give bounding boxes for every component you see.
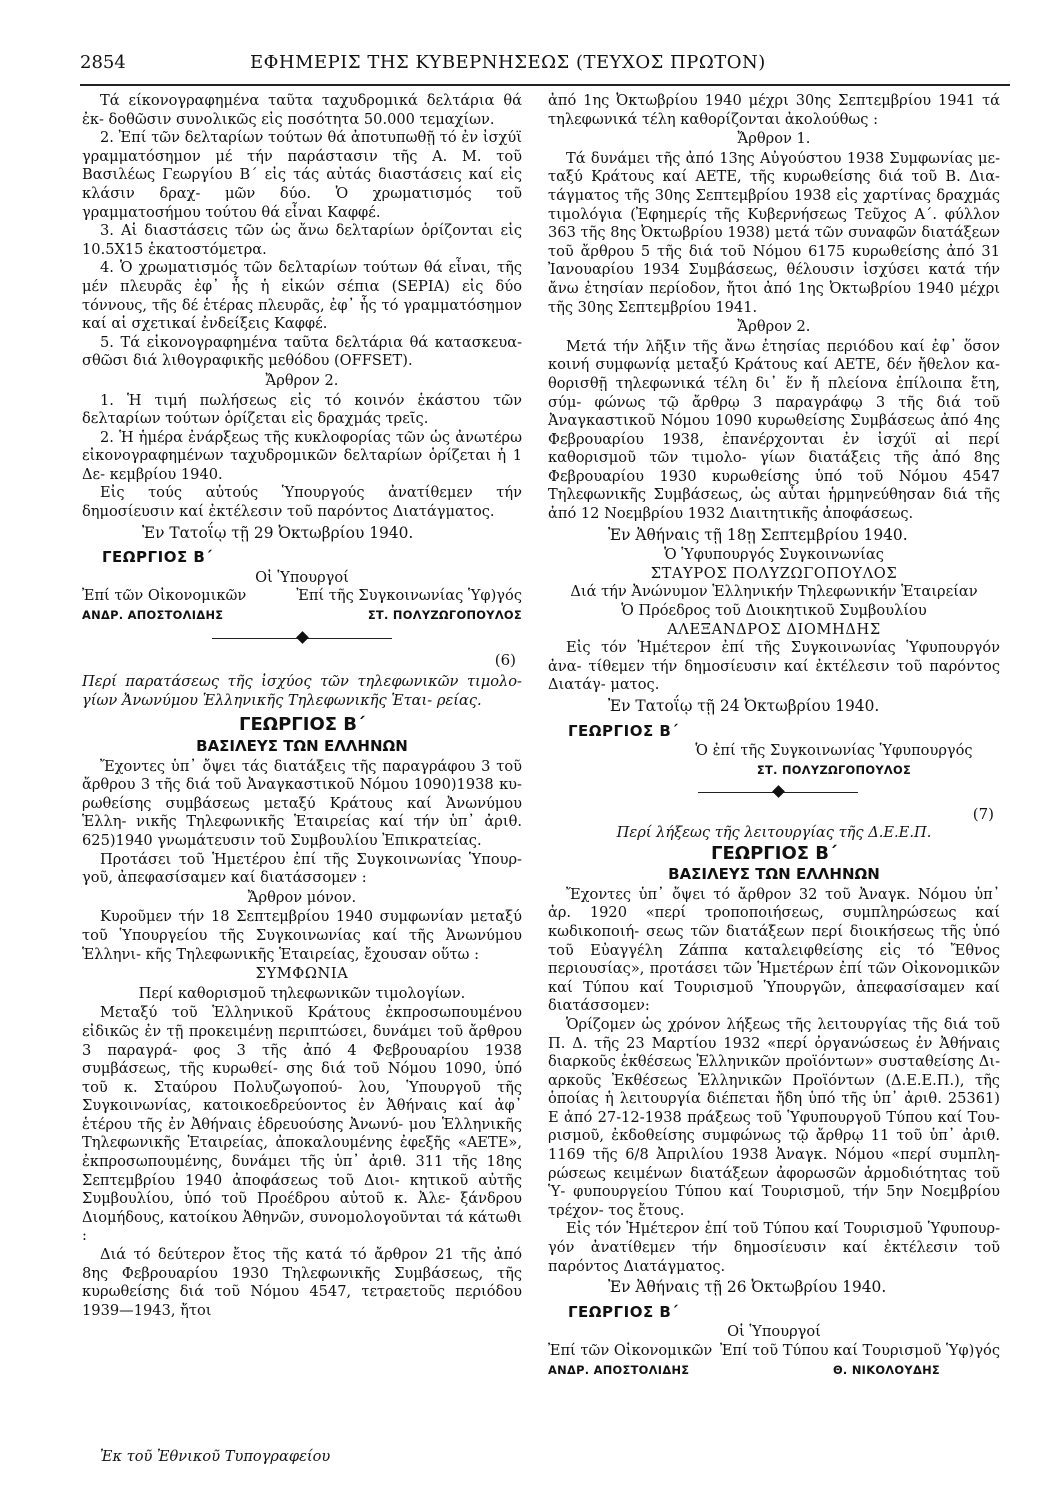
decree-title: Περί παρατάσεως τῆς ἰσχύος τῶν τηλεφωνικῶν τιμολο- γίων Ἀνωνύμου Ἑλληνικῆς Τηλεφωνικῆς Ἑται- ρείας.	[82, 673, 522, 709]
paragraph: Προτάσει τοῦ Ἡμετέρου ἐπί τῆς Συγκοινωνίας Ὑπουρ- γοῦ, ἀπεφασίσαμεν καί διατάσσομεν :	[82, 850, 522, 887]
paragraph: Εἰς τούς αὐτούς Ὑπουργούς ἀνατίθεμεν τήν δημοσίευσιν καί ἐκτέλεσιν τοῦ παρόντος Διατάγματος.	[82, 484, 522, 521]
paragraph: 2. Ἐπί τῶν δελταρίων τούτων θά ἀποτυπωθῇ τό ἐν ἰσχύϊ γραμματόσημον μέ τήν παράστασιν τῆς Α. Μ. τοῦ Βασιλέως Γεωργίου Β΄ εἰς τάς αὐτάς διαστάσεις καί εἰς κλάσιν δραχ- μῶν δύο. Ὁ χρωματισμός τοῦ γραμματοσήμου τούτου θά εἶναι Καφφέ.	[82, 129, 522, 221]
minister-labels-row	[82, 587, 522, 606]
running-title: ΕΦΗΜΕΡΙΣ ΤΗΣ ΚΥΒΕΡΝΗΣΕΩΣ (ΤΕΥΧΟΣ ΠΡΩΤΟΝ)	[250, 52, 766, 73]
section-separator	[548, 785, 1000, 799]
article-heading: Ἄρθρον 2.	[265, 371, 339, 389]
paragraph: Τά είκονογραφημένα ταῦτα ταχυδρομικά δελτάρια θά ἐκ- δοθῶσιν συνολικῶς εἰς ποσότητα 50.000 τεμαχίων.	[82, 92, 522, 128]
vice-minister-label: Ὁ ἐπί τῆς Συγκοινωνίας Ὑφυπουργός	[695, 742, 973, 760]
company-line: Διά τήν Ἀνώνυμον Ἑλληνικήν Τηλεφωνικήν Ἑταιρείαν	[570, 583, 978, 601]
minister-names-row	[82, 606, 522, 625]
minister-finance-name: ΑΝΔΡ. ΑΠΟΣΤΟΛΙΔΗΣ	[82, 608, 224, 623]
vice-minister-name: ΣΤ. ΠΟΛΥΖΩΓΟΠΟΥΛΟΣ	[756, 762, 912, 777]
paragraph: Μετά τήν λῆξιν τῆς ἄνω ἐτησίας περιόδου καί ἐφ᾽ ὅσον κοινή συμφωνίᾳ μεταξύ Κράτους καί ΑΕΤΕ, δέν ἤθελον κα- θορισθῇ τηλεφωνικά τέλη δι᾽ ἕν ἤ πλείονα ἐπίλοιπα ἔτη, σύμ- φώνως τῷ ἄρθρῳ 3 παραγράφῳ 3 τῆς διά τοῦ Ἀναγκαστικοῦ Νόμου 1090 κυρωθείσης Συμβάσεως ἀπό 4ης Φεβρουαρίου 1938, ἐπανέρχονται ἐν ἰσχύϊ αἱ περί καθορισμοῦ τῶν τιμολο- γίων διατάξεις τῆς ἀπό 8ης Φεβρουαρίου 1930 κυρωθείσης ὑπό τοῦ Νόμου 4547 Τηλεφωνικῆς Συμβάσεως, ὡς αὗται ἡρμηνεύθησαν διά τῆς ἀπό 12 Νοεμβρίου 1932 Διαιτητικῆς ἀποφάσεως.	[548, 337, 1000, 523]
minister-labels-row	[548, 1342, 1000, 1361]
paragraph: 2. Ἡ ἡμέρα ἐνάρξεως τῆς κυκλοφορίας τῶν ὡς ἀνωτέρω εἰκονογραφημένων ταχυδρομικῶν δελταρίων ὁρίζεται ἡ 1 Δε- κεμβρίου 1940.	[82, 428, 522, 483]
article-heading: Ἄρθρον 1.	[737, 130, 811, 148]
header-divider	[80, 84, 1010, 86]
paragraph: Εἰς τόν Ἡμέτερον ἐπί τοῦ Τύπου καί Τουρισμοῦ Ὑφυπουρ- γόν ἀνατίθεμεν τήν δημοσίευσιν καί ἐκτέλεσιν τοῦ παρόντος Διατάγματος.	[548, 1220, 1000, 1275]
minister-finance-name: ΑΝΔΡ. ΑΠΟΣΤΟΛΙΔΗΣ	[548, 1362, 690, 1377]
decree-king-title: ΒΑΣΙΛΕΥΣ ΤΩΝ ΕΛΛΗΝΩΝ	[668, 865, 880, 884]
signatory-name: ΣΤΑΥΡΟΣ ΠΟΛΥΖΩΓΟΠΟΥΛΟΣ	[650, 564, 898, 582]
minister-names-row	[548, 1361, 1000, 1380]
paragraph: Εἰς τόν Ἡμέτερον ἐπί τῆς Συγκοινωνίας Ὑφυπουργόν ἀνα- τίθεμεν τήν δημοσίευσιν καί ἐκτέλεσιν τοῦ παρόντος Διατάγ- ματος.	[548, 639, 1000, 694]
agreement-subheading: Περί καθορισμοῦ τηλεφωνικῶν τιμολογίων.	[138, 984, 466, 1002]
paragraph: ἀπό 1ης Ὀκτωβρίου 1940 μέχρι 30ης Σεπτεμβρίου 1941 τά τηλεφωνικά τέλη καθορίζονται ἀκολούθως :	[548, 92, 1000, 128]
decree-number: (7)	[972, 805, 994, 824]
paragraph: 5. Τά εἰκονογραφημένα ταῦτα δελτάρια θά κατασκευα- σθῶσι διά λιθογραφικῆς μεθόδου (OFFSET).	[82, 333, 522, 370]
king-signature: ΓΕΩΡΓΙΟΣ Β΄	[568, 721, 679, 740]
page-number: 2854	[80, 52, 126, 73]
article-heading: Ἄρθρον μόνον.	[247, 888, 357, 906]
paragraph: Μεταξύ τοῦ Ἑλληνικοῦ Κράτους ἐκπροσωπουμένου εἰδικῶς ἐν τῇ προκειμένῃ περιπτώσει, δυνάμει τοῦ ἄρθρου 3 παραγρά- φος 3 τῆς ἀπό 4 Φεβρουαρίου 1938 συμβάσεως, τῆς κυρωθεί- σης διά τοῦ Νόμου 1090, ὑπό τοῦ κ. Σταύρου Πολυζωγοπού- λου, Ὑπουργοῦ τῆς Συγκοινωνίας, κατοικοεδρεύοντος ἐν Ἀθήναις καί ἀφ᾽ ἑτέρου τῆς ἐν Ἀθήναις ἑδρευούσης Ἀνωνύ- μου Ἑλληνικῆς Τηλεφωνικῆς Ἑταιρείας, ἀποκαλουμένης ἐφεξῆς «ΑΕΤΕ», ἐκπροσωπουμένης, δυνάμει τῆς ὑπ᾽ ἀριθ. 311 τῆς 18ης Σεπτεμβρίου 1940 ἀποφάσεως τοῦ Διοι- κητικοῦ αὐτῆς Συμβουλίου, ὑπό τοῦ Προέδρου αὐτοῦ κ. Ἀλε- ξάνδρου Διομήδους, κατοίκου Ἀθηνῶν, συνομολογοῦνται τά κάτωθι :	[82, 1004, 522, 1245]
minister-press-name: Θ. ΝΙΚΟΛΟΥΔΗΣ	[832, 1362, 940, 1377]
president-title: Ὁ Πρόεδρος τοῦ Διοικητικοῦ Συμβουλίου	[621, 602, 927, 620]
article-heading: Ἄρθρον 2.	[737, 318, 811, 336]
decree-king-name: ΓΕΩΡΓΙΟΣ Β΄	[711, 842, 837, 864]
paragraph: Κυροῦμεν τήν 18 Σεπτεμβρίου 1940 συμφωνίαν μεταξύ τοῦ Ὑπουργείου τῆς Συγκοινωνίας καί τῆς Ἀνωνύμου Ἑλληνι- κῆς Τηλεφωνικῆς Ἑταιρείας, ἔχουσαν οὕτω :	[82, 908, 522, 963]
paragraph: Διά τό δεύτερον ἔτος τῆς κατά τό ἄρθρον 21 τῆς ἀπό 8ης Φεβρουαρίου 1930 Τηλεφωνικῆς Συμβάσεως, τῆς κυρωθείσης διά τοῦ Νόμου 4547, τετραετοῦς περιόδου 1939—1943, ἤτοι	[82, 1246, 522, 1319]
right-column	[548, 92, 1000, 1379]
signatory-title: Ὁ Ὑφυπουργός Συγκοινωνίας	[664, 546, 884, 564]
decree-king-title: ΒΑΣΙΛΕΥΣ ΤΩΝ ΕΛΛΗΝΩΝ	[196, 737, 408, 755]
decree-date: Ἐν Τατοΐῳ τῇ 29 Ὀκτωβρίου 1940.	[142, 523, 414, 542]
section-separator	[82, 631, 522, 645]
printer-imprint: Ἐκ τοῦ Ἐθνικοῦ Τυπογραφείου	[100, 1448, 331, 1465]
paragraph: Ἔχοντες ὑπ᾽ ὄψει τό ἄρθρον 32 τοῦ Ἀναγκ. Νόμου ὑπ᾽ ἀρ. 1920 «περί τροποποιήσεως, συμπληρώσεως καί κωδικοποιή- σεως τῶν διατάξεων περί διοικήσεως τῆς ὑπό τοῦ Εὐαγγέλη Ζάππα καταλειφθείσης εἰς τό Ἔθνος περιουσίας», προτάσει τῶν Ἡμετέρων ἐπί τῶν Οἰκονομικῶν καί Τύπου καί Τουρισμοῦ Ὑπουργῶν, ἀπεφασίσαμεν καί διατάσσομεν:	[548, 885, 1000, 1015]
decree-date: Ἐν Τατοΐῳ τῇ 24 Ὀκτωβρίου 1940.	[608, 697, 880, 715]
paragraph: 1. Ἡ τιμή πωλήσεως εἰς τό κοινόν ἑκάστου τῶν δελταρίων τούτων ὁρίζεται εἰς δραχμάς τρεῖς.	[82, 391, 522, 428]
decree-number: (6)	[494, 650, 516, 669]
paragraph: 4. Ὁ χρωματισμός τῶν δελταρίων τούτων θά εἶναι, τῆς μέν πλευρᾶς ἐφ᾽ ἧς ἡ εἰκών σέπια (SEPIA) εἰς δύο τόννους, τῆς δέ ἑτέρας πλευρᾶς, ἐφ᾽ ἧς τό γραμματόσημον καί αἱ σχετικαί ἐνδείξεις Καφφέ.	[82, 259, 522, 333]
agreement-heading: ΣΥΜΦΩΝΙΑ	[255, 965, 349, 983]
decree-king-name: ΓΕΩΡΓΙΟΣ Β΄	[239, 714, 365, 736]
ministers-label: Οἱ Ὑπουργοί	[727, 1323, 821, 1341]
left-column	[82, 92, 522, 1320]
minister-communications-label: Ἐπί τῆς Συγκοινωνίας Ὑφ)γός	[296, 587, 522, 605]
minister-finance-label: Ἐπί τῶν Οἰκονομικῶν	[82, 587, 247, 605]
decree-title: Περί λήξεως τῆς λειτουργίας τῆς Δ.Ε.Ε.Π.	[616, 823, 932, 841]
ministers-label: Οἱ Ὑπουργοί	[255, 568, 349, 586]
king-signature: ΓΕΩΡΓΙΟΣ Β΄	[568, 1302, 679, 1321]
minister-communications-name: ΣΤ. ΠΟΛΥΖΩΓΟΠΟΥΛΟΣ	[367, 608, 522, 623]
agreement-date: Ἐν Ἀθήναις τῇ 18ῃ Σεπτεμβρίου 1940.	[608, 525, 908, 544]
king-signature: ΓΕΩΡΓΙΟΣ Β΄	[102, 548, 213, 567]
paragraph: 3. Αἱ διαστάσεις τῶν ὡς ἄνω δελταρίων ὁρίζονται εἰς 10.5Χ15 ἑκατοστόμετρα.	[82, 222, 522, 258]
paragraph: Τά δυνάμει τῆς ἀπό 13ης Αὐγούστου 1938 Συμφωνίας με- ταξύ Κράτους καί ΑΕΤΕ, τῆς κυρωθείσης διά τοῦ Β. Δια- τάγματος τῆς 30ης Σεπτεμβρίου 1938 εἰς χαρτίνας δραχμάς τιμολόγια (Ἐφημερίς τῆς Κυβερνήσεως Τεῦχος Α΄. φύλλον 363 τῆς 8ης Ὀκτωβρίου 1938) μετά τῶν συναφῶν διατάξεων τοῦ ἄρθρου 5 τῆς διά τοῦ Νόμου 6175 κυρωθείσης ἀπό 31 Ἰανουαρίου 1934 Συμβάσεως, θέλουσιν ἰσχύσει κατά τήν ἄνω ἐτησίαν περίοδον, ἤτοι ἀπό 1ης Ὀκτωβρίου 1940 μέχρι τῆς 30ης Σεπτεμβρίου 1941.	[548, 149, 1000, 316]
decree-date: Ἐν Ἀθήναις τῇ 26 Ὀκτωβρίου 1940.	[608, 1278, 887, 1297]
president-name: ΑΛΕΞΑΝΔΡΟΣ ΔΙΟΜΗΔΗΣ	[667, 620, 881, 638]
paragraph: Ὁρίζομεν ὡς χρόνον λήξεως τῆς λειτουργίας τῆς διά τοῦ Π. Δ. τῆς 23 Μαρτίου 1932 «περί ὀργανώσεως ἐν Ἀθήναις διαρκοῦς ἐκθέσεως Ἑλληνικῶν προϊόντων» συσταθείσης Δι- αρκοῦς Ἐκθέσεως Ἑλληνικῶν Προϊόντων (Δ.Ε.Ε.Π.), τῆς ὁποίας ἡ λειτουργία διέπεται ἤδη ὑπό τῆς ὑπ᾽ ἀριθ. 25361) Ε ἀπό 27-12-1938 πράξεως τοῦ Ὑφυπουργοῦ Τύπου καί Του- ρισμοῦ, ἐκδοθείσης συμφώνως τῷ ἄρθρῳ 11 τοῦ ὑπ᾽ ἀριθ. 1169 τῆς 6/8 Ἀπριλίου 1938 Ἀναγκ. Νόμου «περί συμπλη- ρώσεως κειμένων διατάξεων ἀφορωσῶν ἁρμοδιότητας τοῦ Ὑ- φυπουργείου Τύπου καί Τουρισμοῦ, τήν 5ην Νοεμβρίου τρέχον- τος ἔτους.	[548, 1015, 1000, 1219]
minister-finance-label: Ἐπί τῶν Οἰκονομικῶν	[548, 1342, 713, 1359]
minister-press-label: Ἐπί τοῦ Τύπου καί Τουρισμοῦ Ὑφ)γός	[719, 1342, 1000, 1359]
page-header	[80, 46, 1010, 82]
paragraph: Ἔχοντες ὑπ᾽ ὄψει τάς διατάξεις τῆς παραγράφου 3 τοῦ ἄρθρου 3 τῆς διά τοῦ Ἀναγκαστικοῦ Νόμου 1090)1938 κυ- ρωθείσης συμβάσεως μεταξύ Κράτους καί Ἀνωνύμου Ἑλλη- νικῆς Τηλεφωνικῆς Ἑταιρείας καί τήν ὑπ᾽ ἀριθ. 625)1940 γνωμάτευσιν τοῦ Συμβουλίου Ἐπικρατείας.	[82, 757, 522, 849]
